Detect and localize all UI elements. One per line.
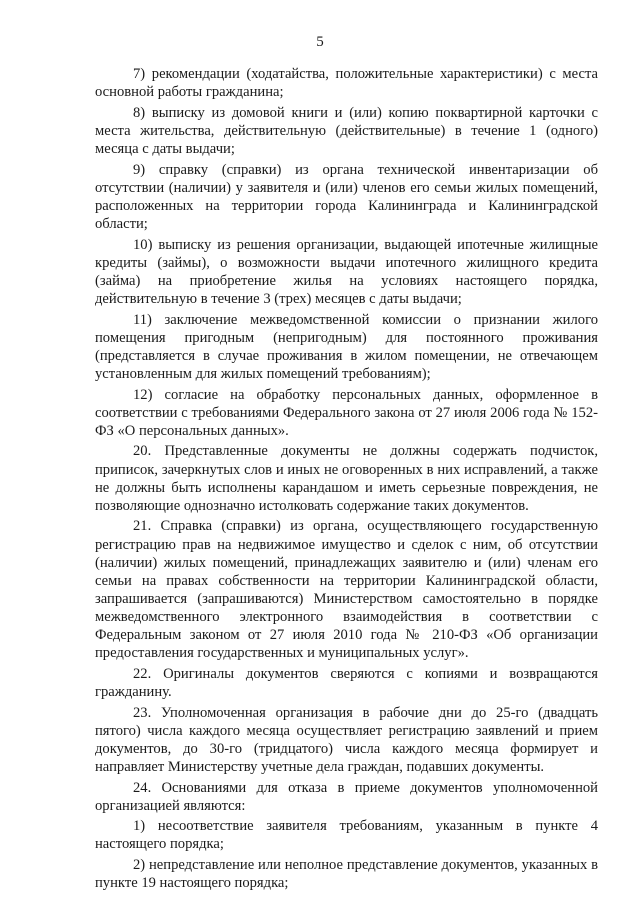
paragraph-refusal-1: 1) несоответствие заявителя требованиям, указанным в пункте 4 настоящего порядка; (95, 818, 598, 853)
paragraph-clause-20: 20. Представленные документы не должны содержать подчисток, приписок, зачеркнутых слов и иных не оговоренных в них исправлений, а также не должны быть исполнены карандашом и иметь серьезные повреждения, не позволяющие однозначно истолковать содержание таких документов. (95, 443, 598, 514)
paragraph-clause-24: 24. Основаниями для отказа в приеме документов уполномоченной организацией являются: (95, 779, 598, 814)
paragraph-clause-23: 23. Уполномоченная организация в рабочие дни до 25-го (двадцать пятого) числа каждого месяца осуществляет регистрацию заявлений и прием документов, до 30-го (тридцатого) числа каждого месяца формирует и направляет Министерству учетные дела граждан, подавших документы. (95, 704, 598, 775)
paragraph-clause-21: 21. Справка (справки) из органа, осуществляющего государственную регистрацию прав на недвижимое имущество и сделок с ним, об отсутствии (наличии) жилых помещений, принадлежащих заявителю и (или) членам его семьи на правах собственности на территории Калининградской области, запрашивается (запрашиваются) Министерством самостоятельно в порядке межведомственного электронного взаимодействия в соответствии с Федеральным законом от 27 июля 2010 года № 210-ФЗ «Об организации предоставления государственных и муниципальных услуг». (95, 518, 598, 662)
paragraph-item-11: 11) заключение межведомственной комиссии о признании жилого помещения пригодным (непригодным) для постоянного проживания (представляется в случае проживания в жилом помещении, не отвечающем установленным для жилых помещений требованиям); (95, 311, 598, 382)
paragraph-clause-22: 22. Оригиналы документов сверяются с копиями и возвращаются гражданину. (95, 665, 598, 700)
paragraph-item-9: 9) справку (справки) из органа технической инвентаризации об отсутствии (наличии) у заявителя и (или) членов его семьи жилых помещений, расположенных на территории города Калининграда и Калининградской области; (95, 161, 598, 232)
document-body (95, 65, 598, 892)
page-number: 5 (316, 34, 324, 50)
paragraph-refusal-2: 2) непредставление или неполное представление документов, указанных в пункте 19 настоящего порядка; (95, 857, 598, 892)
paragraph-item-12: 12) согласие на обработку персональных данных, оформленное в соответствии с требованиями Федерального закона от 27 июля 2006 года № 152-ФЗ «О персональных данных». (95, 386, 598, 439)
paragraph-item-7: 7) рекомендации (ходатайства, положительные характеристики) с места основной работы гражданина; (95, 66, 598, 101)
paragraph-item-8: 8) выписку из домовой книги и (или) копию поквартирной карточки с места жительства, действительную (действительные) в течение 1 (одного) месяца с даты выдачи; (95, 104, 598, 157)
paragraph-item-10: 10) выписку из решения организации, выдающей ипотечные жилищные кредиты (займы), о возможности выдачи ипотечного жилищного кредита (займа) на приобретение жилья на условиях настоящего порядка, действительную в течение 3 (трех) месяцев с даты выдачи; (95, 236, 598, 307)
